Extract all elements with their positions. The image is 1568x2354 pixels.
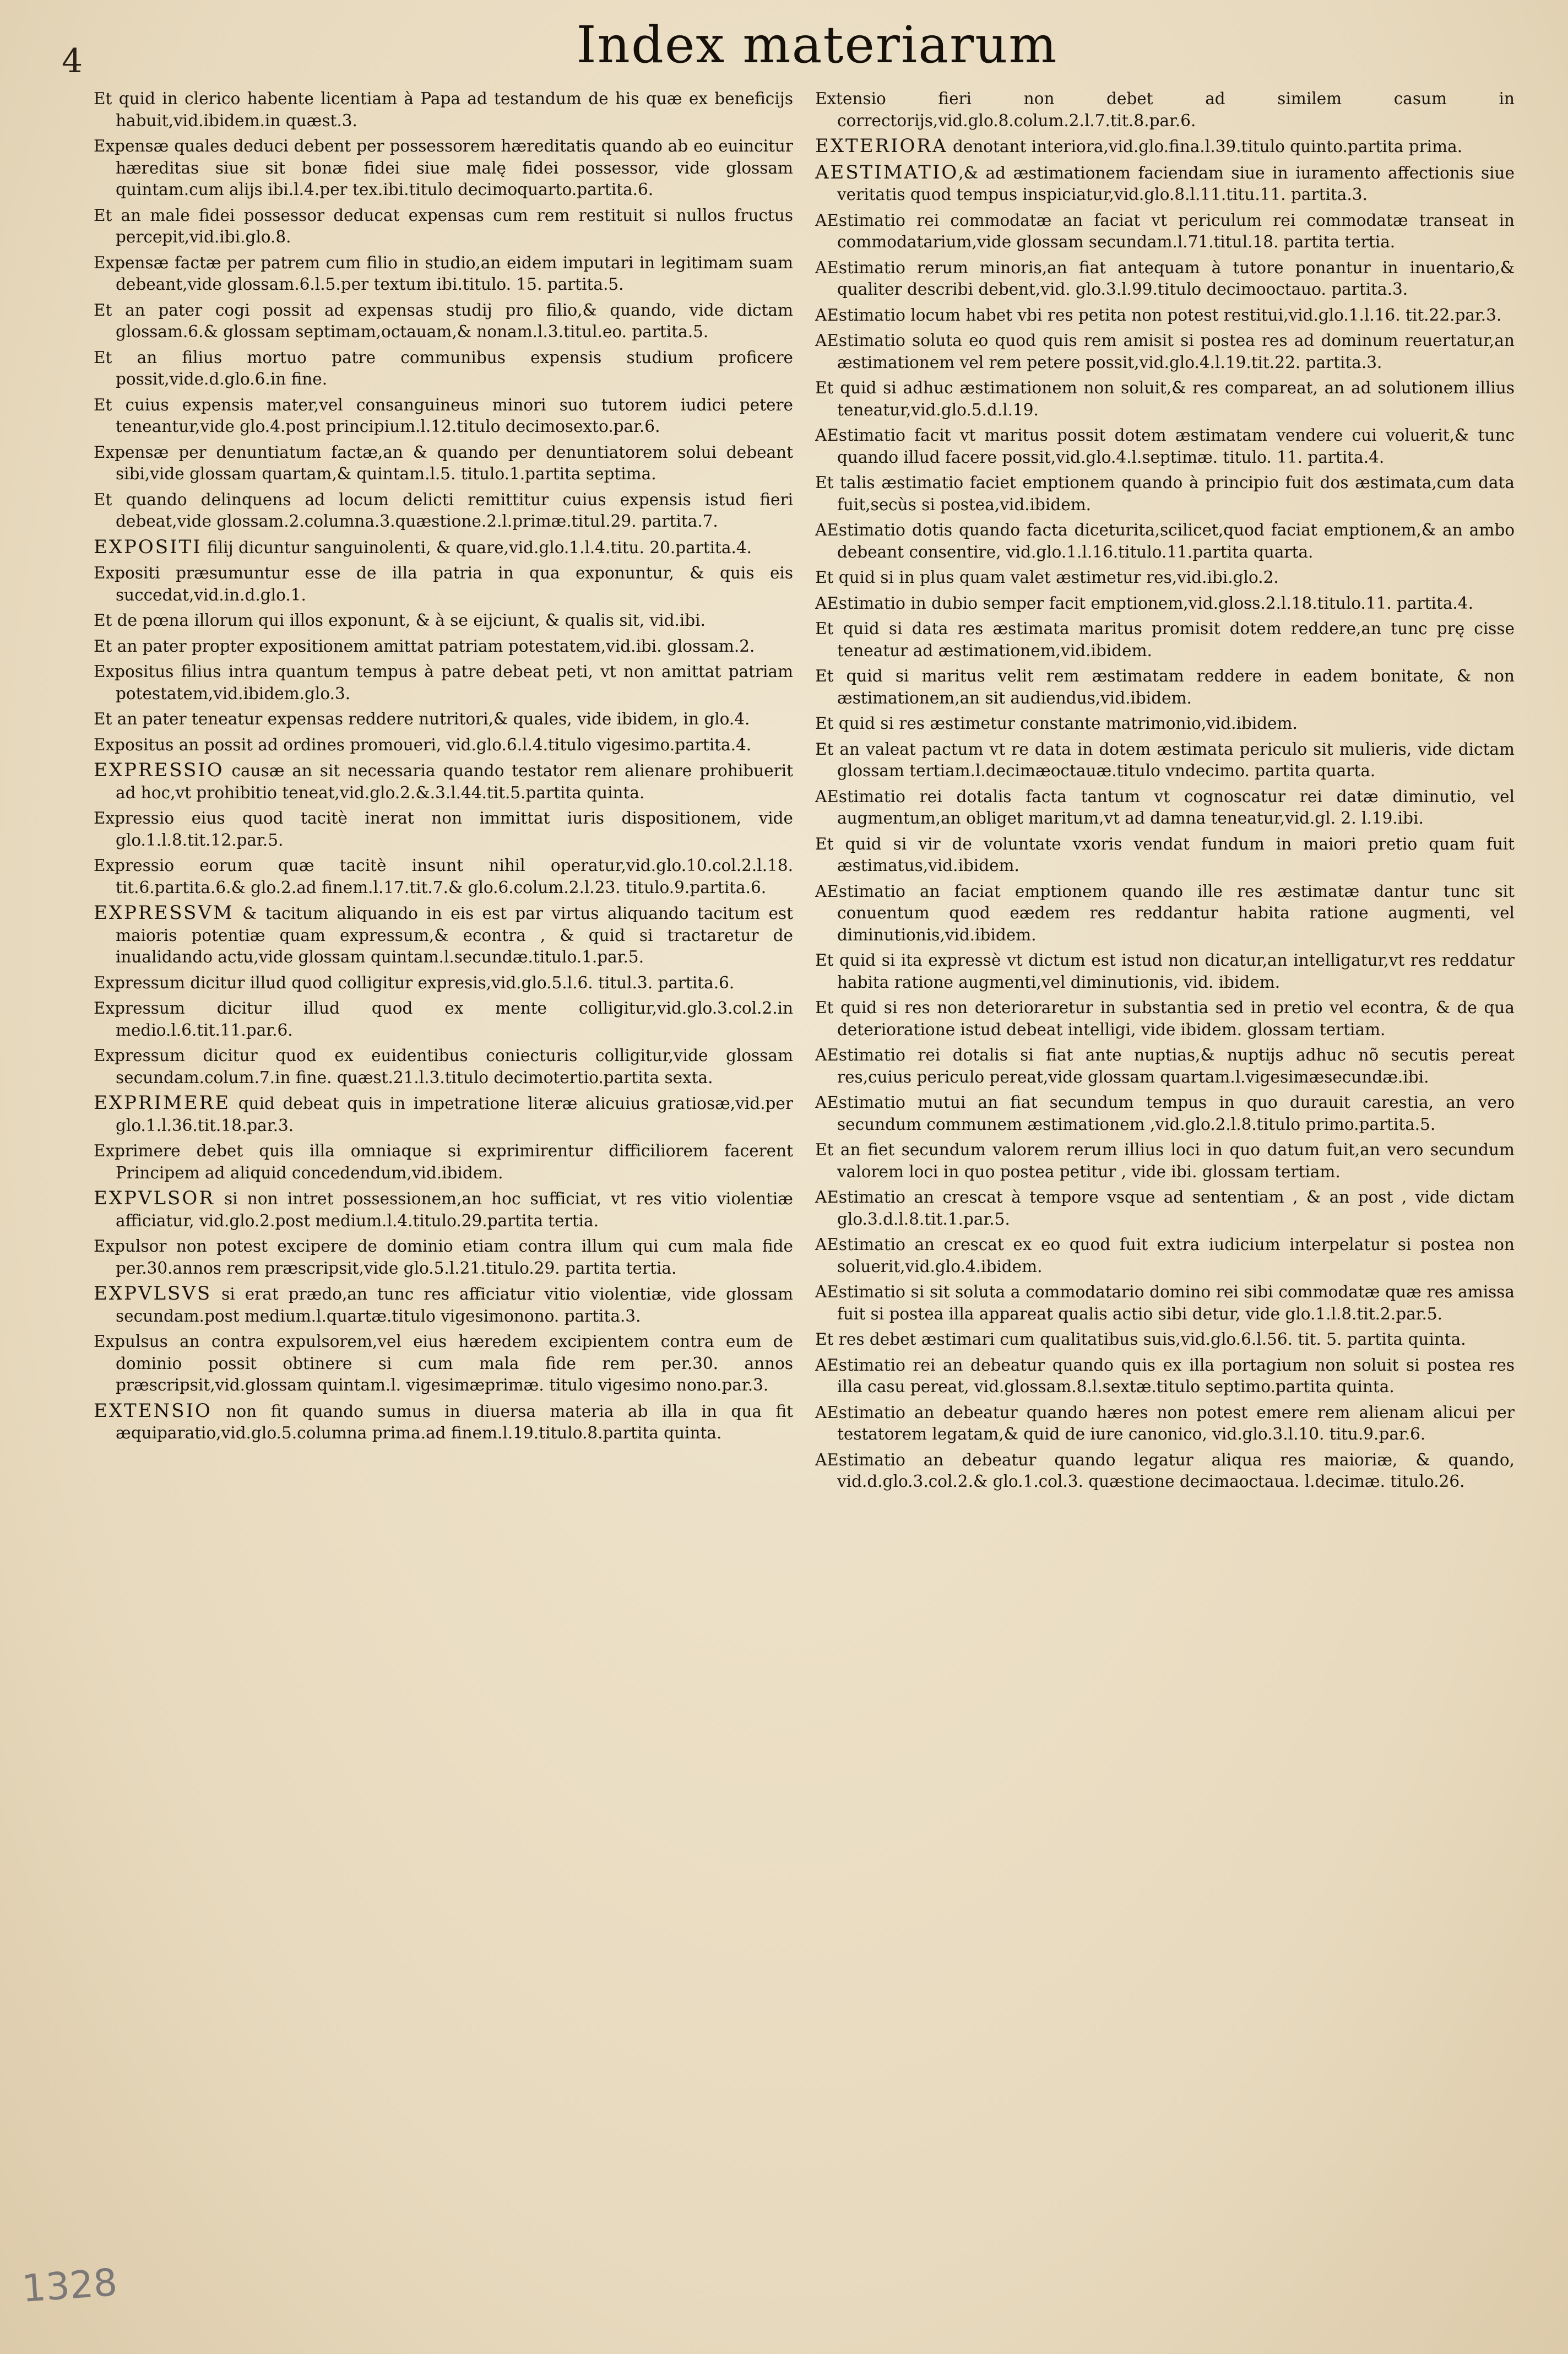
entry-text: Et quid si adhuc æstimationem non soluit,& res compareat, an ad solutionem illius teneatur,vid.glo.5.d.l.19. — [815, 378, 1515, 419]
entry-text: AEstimatio dotis quando facta diceturita,scilicet,quod faciat emptionem,& an ambo debeant consentire, vid.glo.1.l.16.titulo.11.partita quarta. — [815, 521, 1515, 561]
entry-text: Expressum dicitur illud quod colligitur expresis,vid.glo.5.l.6. titul.3. partita.6. — [94, 973, 735, 992]
entry-text: causæ an sit necessaria quando testator rem alienare prohibuerit ad hoc,vt prohibitio teneat,vid.glo.2.&.3.l.44.tit.5.partita quinta. — [116, 761, 793, 802]
index-entry — [815, 1187, 1515, 1230]
index-entry — [94, 136, 793, 201]
entry-text: AEstimatio soluta eo quod quis rem amisit si postea res ad dominum reuertatur,an æstimationem vel rem petere possit,vid.glo.4.l.19.tit.22. partita.3. — [815, 331, 1515, 372]
index-entry — [815, 1045, 1515, 1088]
entry-text: Exprimere debet quis illa omniaque si exprimirentur difficiliorem facerent Principem ad aliquid concedendum,vid.ibidem. — [94, 1141, 793, 1182]
entry-text: Et quid si in plus quam valet æstimetur res,vid.ibi.glo.2. — [815, 568, 1279, 587]
entry-text: & tacitum aliquando in eis est par virtus aliquando tacitum est maioris potentiæ quam expressum,& econtra , & quid si tractaretur de inualidando actu,vide glossam quintam.l.secundæ.titulo.1.par.5. — [116, 904, 793, 966]
entry-text: filij dicuntur sanguinolenti, & quare,vid.glo.1.l.4.titu. 20.partita.4. — [202, 538, 752, 557]
entry-text: quid debeat quis in impetratione literæ alicuius gratiosæ,vid.per glo.1.l.36.tit.18.par.3. — [116, 1094, 793, 1135]
index-entry — [815, 1234, 1515, 1278]
index-entry — [94, 1140, 793, 1184]
entry-text: Et quid si res æstimetur constante matrimonio,vid.ibidem. — [815, 714, 1298, 733]
entry-headword: EXPRIMERE — [94, 1092, 230, 1114]
index-entry — [94, 489, 793, 533]
entry-headword: EXTENSIO — [94, 1399, 212, 1422]
entry-text: Et quid si res non deterioraretur in substantia sed in pretio vel econtra, & de qua deterioratione istud debeat intelligi, vide ibidem. glossam tertiam. — [815, 998, 1515, 1039]
index-entry — [815, 786, 1515, 830]
entry-text: AEstimatio an crescat ex eo quod fuit extra iudicium interpelatur si postea non soluerit,vid.glo.4.ibidem. — [815, 1235, 1515, 1276]
entry-text: Et quid in clerico habente licentiam à Papa ad testandum de his quæ ex beneficijs habuit,vid.ibidem.in quæst.3. — [94, 89, 793, 130]
entry-text: Et quando delinquens ad locum delicti remittitur cuius expensis istud fieri debeat,vide glossam.2.columna.3.quæstione.2.l.primæ.titul.29. partita.7. — [94, 490, 793, 531]
entry-text: Et an valeat pactum vt re data in dotem æstimata periculo sit mulieris, vide dictam glossam tertiam.l.decimæoctauæ.titulo vndecimo. partita quarta. — [815, 739, 1515, 780]
entry-text: AEstimatio rerum minoris,an fiat antequam à tutore ponantur in inuentario,& qualiter describi debent,vid. glo.3.l.99.titulo decimooctauo. partita.3. — [815, 258, 1515, 299]
entry-text: Et quid si ita expressè vt dictum est istud non dicatur,an intelligatur,vt res reddatur habita ratione augmenti,vel diminutionis, vid. ibidem. — [815, 951, 1515, 992]
index-entry — [815, 88, 1515, 132]
entry-text: Expressio eius quod tacitè inerat non immittat iuris dispositionem, vide glo.1.l.8.tit.12.par.5. — [94, 809, 793, 849]
entry-text: Expensæ per denuntiatum factæ,an & quando per denuntiatorem solui debeant sibi,vide glossam quartam,& quintam.l.5. titulo.1.partita septima. — [94, 442, 793, 483]
handwritten-shelfmark: 1328 — [20, 2261, 119, 2311]
index-entry — [94, 347, 793, 391]
index-entry — [94, 252, 793, 296]
index-entry — [815, 881, 1515, 946]
entry-headword: EXTERIORA — [815, 135, 948, 157]
entry-text: denotant interiora,vid.glo.fina.l.39.titulo quinto.partita prima. — [947, 137, 1463, 156]
index-entry — [94, 88, 793, 132]
index-entry — [815, 519, 1515, 563]
entry-text: Expositi præsumuntur esse de illa patria in qua exponuntur, & quis eis succedat,vid.in.d.glo.1. — [94, 564, 793, 604]
index-entry — [94, 734, 793, 756]
index-entry — [94, 760, 793, 804]
index-entry — [94, 1331, 793, 1397]
index-entry — [815, 1139, 1515, 1183]
entry-headword: EXPVLSVS — [94, 1282, 212, 1305]
index-entry — [815, 1355, 1515, 1398]
index-entry — [815, 305, 1515, 327]
entry-text: AEstimatio mutui an fiat secundum tempus in quo durauit carestia, an vero secundum communem æstimationem ,vid.glo.2.l.8.titulo primo.partita.5. — [815, 1093, 1515, 1134]
entry-text: AEstimatio in dubio semper facit emptionem,vid.gloss.2.l.18.titulo.11. partita.4. — [815, 593, 1473, 613]
entry-text: Et an male fidei possessor deducat expensas cum rem restituit si nullos fructus percepit,vid.ibi.glo.8. — [94, 205, 793, 246]
index-entry — [815, 1402, 1515, 1446]
entry-text: Et an fiet secundum valorem rerum illius loci in quo datum fuit,an vero secundum valorem loci in quo postea petitur , vide ibi. glossam tertiam. — [815, 1140, 1515, 1181]
index-entry — [94, 855, 793, 899]
entry-text: Expositus an possit ad ordines promoueri, vid.glo.6.l.4.titulo vigesimo.partita.4. — [94, 735, 752, 754]
entry-text: Et quid si vir de voluntate vxoris vendat fundum in maiori pretio quam fuit æstimatus,vid.ibidem. — [815, 834, 1515, 875]
entry-text: ,& ad æstimationem faciendam siue in iuramento affectionis siue veritatis quod tempus inspiciatur,vid.glo.8.l.11.titu.11. partita.3. — [837, 163, 1515, 204]
entry-text: AEstimatio an debeatur quando hæres non potest emere rem alienam alicui per testatorem legatam,& quid de iure canonico, vid.glo.3.l.10. titu.9.par.6. — [815, 1403, 1515, 1443]
index-entry — [815, 1329, 1515, 1351]
entry-text: Expensæ quales deduci debent per possessorem hæreditatis quando ab eo euincitur hæreditas siue sit bonæ fidei siue malę fidei possessor, vide glossam quintam.cum alijs ibi.l.4.per tex.ibi.titulo decimoquarto.partita.6. — [94, 137, 793, 199]
index-entry — [815, 1281, 1515, 1325]
entry-text: AEstimatio rei an debeatur quando quis ex illa portagium non soluit si postea res illa casu pereat, vid.glossam.8.l.sextæ.titulo septimo.partita quinta. — [815, 1355, 1515, 1396]
index-entry — [94, 610, 793, 632]
index-entry — [94, 636, 793, 658]
entry-text: AEstimatio rei dotalis si fiat ante nuptias,& nuptijs adhuc nõ secutis pereat res,cuius periculo pereat,vide glossam quartam.l.vigesimæsecundæ.ibi. — [815, 1046, 1515, 1086]
index-entry — [94, 998, 793, 1041]
index-entry — [815, 472, 1515, 516]
index-entry — [94, 1400, 793, 1444]
index-entry — [815, 593, 1515, 615]
entry-text: Expensæ factæ per patrem cum filio in studio,an eidem imputari in legitimam suam debeant,vide glossam.6.l.5.per textum ibi.titulo. 15. partita.5. — [94, 253, 793, 294]
left-column — [94, 88, 793, 1448]
entry-text: Et talis æstimatio faciet emptionem quando à principio fuit dos æstimata,cum data fuit,secùs si postea,vid.ibidem. — [815, 473, 1515, 514]
entry-text: Expressio eorum quæ tacitè insunt nihil operatur,vid.glo.10.col.2.l.18. tit.6.partita.6.& glo.2.ad finem.l.17.tit.7.& glo.6.colum.2.l.23. titulo.9.partita.6. — [94, 856, 793, 897]
index-entry — [815, 618, 1515, 662]
entry-text: AEstimatio an faciat emptionem quando ille res æstimatæ dantur tunc sit conuentum quod eædem res reddantur habita ratione augmenti, vel diminutionis,vid.ibidem. — [815, 881, 1515, 944]
entry-text: Et an filius mortuo patre communibus expensis studium proficere possit,vide.d.glo.6.in fine. — [94, 348, 793, 388]
entry-headword: EXPOSITI — [94, 535, 202, 558]
entry-headword: EXPRESSVM — [94, 902, 234, 924]
index-entry — [815, 950, 1515, 993]
index-entry — [815, 1449, 1515, 1493]
index-entry — [94, 1283, 793, 1327]
entry-text: Et an pater teneatur expensas reddere nutritori,& quales, vide ibidem, in glo.4. — [94, 710, 750, 728]
entry-text: AEstimatio si sit soluta a commodatario domino rei sibi commodatæ quæ res amissa fuit si postea illa appareat qualis actio sibi detur, vide glo.1.l.8.tit.2.par.5. — [815, 1282, 1515, 1323]
entry-text: si erat prædo,an tunc res afficiatur vitio violentiæ, vide glossam secundam.post medium.l.quartæ.titulo vigesimonono. partita.3. — [116, 1285, 793, 1325]
index-entry — [94, 442, 793, 485]
index-entry — [815, 136, 1515, 158]
entry-text: Et res debet æstimari cum qualitatibus suis,vid.glo.6.l.56. tit. 5. partita quinta. — [815, 1330, 1466, 1349]
entry-text: si non intret possessionem,an hoc sufficiat, vt res vitio violentiæ afficiatur, vid.glo.2.post medium.l.4.titulo.29.partita tertia. — [116, 1189, 793, 1230]
index-entry — [94, 972, 793, 994]
entry-text: Et cuius expensis mater,vel consanguineus minori suo tutorem iudici petere teneantur,vide glo.4.post principium.l.12.titulo decimosexto.par.6. — [94, 395, 793, 436]
index-entry — [815, 997, 1515, 1041]
index-entry — [815, 330, 1515, 374]
index-entry — [94, 1045, 793, 1089]
index-entry — [94, 205, 793, 248]
index-entry — [815, 257, 1515, 301]
entry-headword: EXPRESSIO — [94, 759, 224, 781]
index-entry — [94, 300, 793, 343]
entry-text: Expositus filius intra quantum tempus à patre debeat peti, vt non amittat patriam potestatem,vid.ibidem.glo.3. — [94, 662, 793, 703]
entry-text: Et quid si maritus velit rem æstimatam reddere in eadem bonitate, & non æstimationem,an sit audiendus,vid.ibidem. — [815, 667, 1515, 707]
entry-text: non fit quando sumus in diuersa materia ab illa in qua fit æquiparatio,vid.glo.5.columna prima.ad finem.l.19.titulo.8.partita quinta. — [116, 1401, 793, 1442]
index-entry — [94, 1092, 793, 1137]
index-entry — [94, 394, 793, 438]
entry-text: AEstimatio an crescat à tempore vsque ad sententiam , & an post , vide dictam glo.3.d.l.8.tit.1.par.5. — [815, 1188, 1515, 1229]
index-entry — [815, 665, 1515, 709]
index-entry — [815, 567, 1515, 589]
index-entry — [94, 661, 793, 705]
entry-headword: EXPVLSOR — [94, 1187, 215, 1209]
entry-text: Expressum dicitur quod ex euidentibus coniecturis colligitur,vide glossam secundam.colum.7.in fine. quæst.21.l.3.titulo decimotertio.partita sexta. — [94, 1046, 793, 1087]
right-column — [815, 88, 1515, 1497]
index-entry — [815, 162, 1515, 206]
entry-text: Et de pœna illorum qui illos exponunt, & à se eijciunt, & qualis sit, vid.ibi. — [94, 611, 706, 630]
index-entry — [94, 1236, 793, 1279]
entry-text: Et an pater cogi possit ad expensas studij pro filio,& quando, vide dictam glossam.6.& glossam septimam,octauam,& nonam.l.3.titul.eo. partita.5. — [94, 300, 793, 341]
index-entry — [815, 425, 1515, 468]
index-entry — [94, 708, 793, 730]
index-entry — [815, 739, 1515, 782]
entry-text: AEstimatio rei dotalis facta tantum vt cognoscatur rei datæ diminutio, vel augmentum,an obliget maritum,vt ad damna teneatur,vid.gl. 2. l.19.ibi. — [815, 787, 1515, 827]
entry-headword: AESTIMATIO — [815, 161, 959, 183]
entry-text: Et an pater propter expositionem amittat patriam potestatem,vid.ibi. glossam.2. — [94, 636, 755, 656]
entry-text: Extensio fieri non debet ad similem casum in correctorijs,vid.glo.8.colum.2.l.7.tit.8.par.6. — [815, 89, 1515, 130]
index-entry — [94, 562, 793, 606]
entry-text: AEstimatio locum habet vbi res petita non potest restitui,vid.glo.1.l.16. tit.22.par.3. — [815, 305, 1502, 324]
index-entry — [815, 1092, 1515, 1135]
index-entry — [815, 834, 1515, 877]
index-entry — [94, 808, 793, 851]
corner-mark: 4 — [62, 42, 83, 80]
entry-text: Expressum dicitur illud quod ex mente colligitur,vid.glo.3.col.2.in medio.l.6.tit.11.par.6. — [94, 999, 793, 1040]
index-entry — [94, 902, 793, 968]
entry-text: AEstimatio an debeatur quando legatur aliqua res maioriæ, & quando, vid.d.glo.3.col.2.& glo.1.col.3. quæstione decimaoctaua. l.decimæ. titulo.26. — [815, 1450, 1515, 1491]
entry-text: AEstimatio facit vt maritus possit dotem æstimatam vendere cui voluerit,& tunc quando illud facere possit,vid.glo.4.l.septimæ. titulo. 11. partita.4. — [815, 426, 1515, 467]
entry-text: AEstimatio rei commodatæ an faciat vt periculum rei commodatæ transeat in commodatarium,vide glossam secundam.l.71.titul.18. partita tertia. — [815, 210, 1515, 251]
entry-text: Expulsus an contra expulsorem,vel eius hæredem excipientem contra eum de dominio possit obtinere si cum mala fide rem per.30. annos præscripsit,vid.glossam quintam.l. vigesimæprimæ. titulo vigesimo nono.par.3. — [94, 1332, 793, 1394]
index-entry — [815, 377, 1515, 421]
entry-text: Expulsor non potest excipere de dominio etiam contra illum qui cum mala fide per.30.annos rem præscripsit,vide glo.5.l.21.titulo.29. partita tertia. — [94, 1237, 793, 1278]
page-title: Index materiarum — [576, 15, 1058, 74]
index-entry — [815, 210, 1515, 253]
index-entry — [94, 537, 793, 559]
entry-text: Et quid si data res æstimata maritus promisit dotem reddere,an tunc prę cisse teneatur ad æstimationem,vid.ibidem. — [815, 619, 1515, 660]
index-entry — [815, 713, 1515, 735]
index-entry — [94, 1188, 793, 1232]
